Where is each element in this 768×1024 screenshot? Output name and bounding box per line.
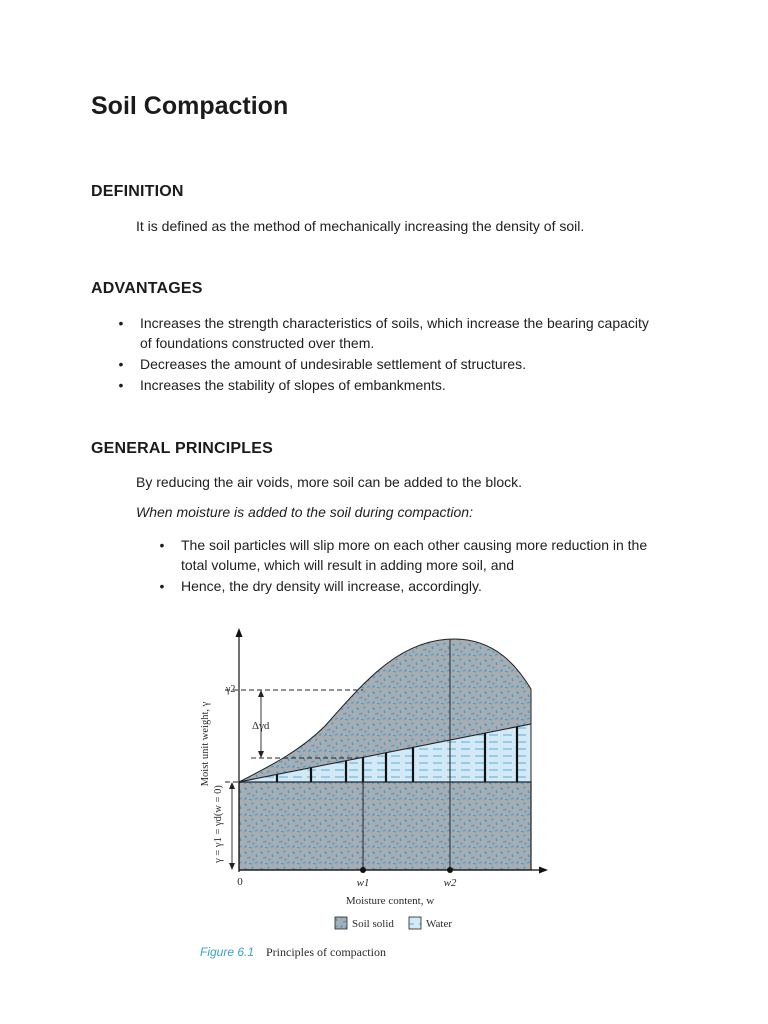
w2-label: w2 <box>443 877 457 889</box>
figure-number: Figure 6.1 <box>200 945 255 959</box>
x-axis-label: Moisture content, w <box>345 895 435 907</box>
advantages-heading: ADVANTAGES <box>91 280 203 297</box>
list-item: • Decreases the amount of undesirable settlement of structures. <box>118 356 526 372</box>
page-title: Soil Compaction <box>91 92 289 120</box>
legend-water-swatch <box>409 917 421 929</box>
origin-label: 0 <box>237 876 243 888</box>
delta-arrow-up <box>258 690 264 697</box>
advantages-list <box>116 313 656 396</box>
gamma2-label: γ2 <box>226 684 236 695</box>
list-item-text: Decreases the amount of undesirable settlement of structures. <box>140 356 526 372</box>
principles-list <box>157 535 667 597</box>
general-principles-heading: GENERAL PRINCIPLES <box>91 440 273 457</box>
list-item-text: Increases the strength characteristics of soils, which increase the bearing capacity of foundations constructed over them. <box>140 315 649 351</box>
legend-soil-label: Soil solid <box>352 918 394 930</box>
soil-block <box>239 782 531 870</box>
list-item-text: Increases the stability of slopes of embankments. <box>140 377 446 393</box>
w2-point <box>447 867 453 873</box>
legend-water-label: Water <box>426 918 452 930</box>
x-axis-arrow <box>539 867 548 874</box>
y-axis-arrow <box>236 628 243 637</box>
gamma1-arrow-up <box>229 782 235 789</box>
list-item-text: Hence, the dry density will increase, accordingly. <box>181 578 482 594</box>
w1-point <box>360 867 366 873</box>
y-axis-label: Moist unit weight, γ <box>200 701 211 787</box>
list-item: • Increases the strength characteristics of soils, which increase the bearing capacity of foundations constructed over them. <box>118 315 649 351</box>
delta-gamma-label: Δγd <box>252 720 270 732</box>
compaction-figure <box>195 626 565 966</box>
list-item: • The soil particles will slip more on each other causing more reduction in the total volume, which will result in adding more soil, and <box>159 537 648 573</box>
definition-text: It is defined as the method of mechanically increasing the density of soil. <box>136 218 585 234</box>
gamma1-label: γ = γ1 = γd(w = 0) <box>213 785 224 863</box>
principles-intro: By reducing the air voids, more soil can be added to the block. <box>136 474 522 490</box>
principles-lead: When moisture is added to the soil during compaction: <box>136 504 473 520</box>
list-item: • Hence, the dry density will increase, accordingly. <box>159 578 482 594</box>
gamma1-arrow-down <box>229 863 235 870</box>
legend-soil-swatch <box>335 917 347 929</box>
list-item: • Increases the stability of slopes of embankments. <box>118 377 446 393</box>
figure-caption: Principles of compaction <box>266 945 386 959</box>
delta-arrow-down <box>258 751 264 758</box>
definition-heading: DEFINITION <box>91 183 184 200</box>
list-item-text: The soil particles will slip more on each other causing more reduction in the total volume, which will result in adding more soil, and <box>181 537 648 573</box>
w1-label: w1 <box>356 877 370 889</box>
